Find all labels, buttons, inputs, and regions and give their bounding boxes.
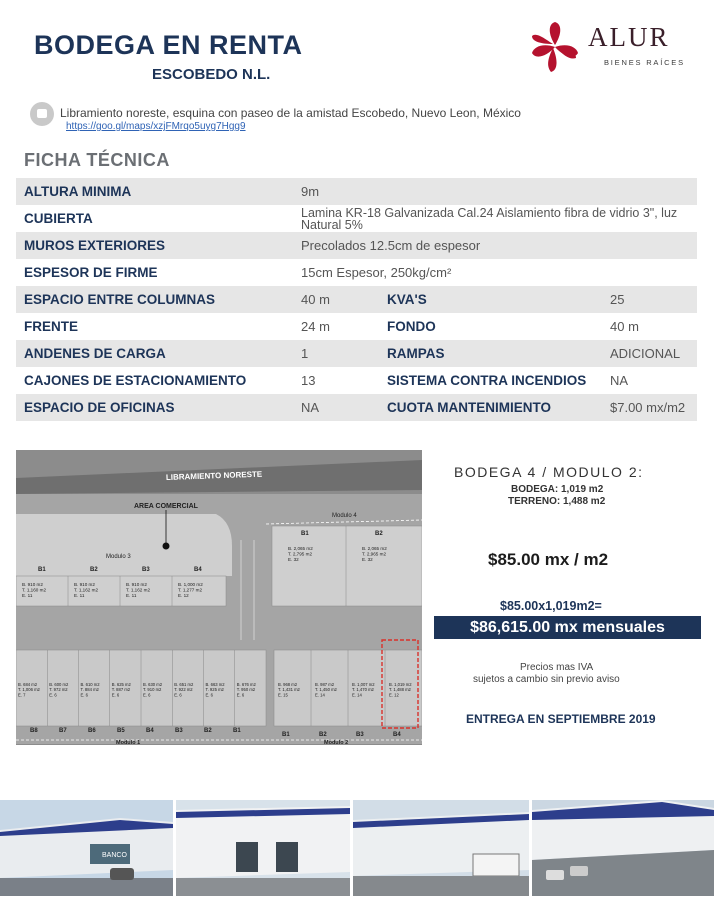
maps-link[interactable]: https://goo.gl/maps/xzjFMrqo5uyg7Hgg9 <box>66 121 246 132</box>
unit-info: E. 6 <box>236 692 245 698</box>
unit-info: E. 15 <box>278 692 288 698</box>
unit-info: E. 11 <box>74 593 85 599</box>
delivery-date: ENTREGA EN SEPTIEMBRE 2019 <box>466 712 656 726</box>
modulo2-label: Modulo 2 <box>324 740 349 745</box>
flower-logo-icon <box>526 18 584 76</box>
unit-info: B. 2,065 m2 <box>288 546 313 551</box>
unit-info: B. 910 m2 <box>74 582 95 587</box>
location-pin-icon <box>30 102 54 126</box>
spec-row-altura <box>16 178 697 205</box>
spec-value: NA <box>610 373 629 388</box>
bodega-label: B1 <box>301 531 309 537</box>
terreno-area: TERRENO: 1,488 m2 <box>508 496 606 507</box>
spec-value: 1 <box>301 346 309 361</box>
page-title: BODEGA EN RENTA <box>34 30 303 60</box>
spec-row-cubierta <box>16 205 697 232</box>
logo-tagline: BIENES RAÍCES <box>604 58 685 67</box>
spec-value: 9m <box>301 184 320 199</box>
unit-info: B. 610 m2 <box>80 682 100 687</box>
spec-label: ANDENES DE CARGA <box>24 346 166 361</box>
bodega-label: B2 <box>90 567 98 573</box>
spec-row-muros <box>16 232 697 259</box>
unit-info: E. 11 <box>126 593 137 599</box>
spec-value: 25 <box>610 292 625 307</box>
unit-info: T. 2,795 m2 <box>288 551 313 557</box>
spec-label: CAJONES DE ESTACIONAMIENTO <box>24 373 247 388</box>
bodega-label: B5 <box>117 728 125 734</box>
spec-label: CUOTA MANTENIMIENTO <box>387 400 551 415</box>
site-plan-drawing <box>16 450 422 745</box>
unit-info: E. 14 <box>315 692 325 698</box>
unit-info: E. 12 <box>178 593 189 599</box>
monthly-total: $86,615.00 mx mensuales <box>434 616 701 639</box>
logo-wordmark: ALUR <box>588 22 670 52</box>
bodega-label: B8 <box>30 728 38 734</box>
price-per-m2: $85.00 mx / m2 <box>488 550 609 569</box>
unit-info: E. 7 <box>18 692 26 698</box>
bodega-area: BODEGA: 1,019 m2 <box>511 484 604 495</box>
unit-info: B. 684 m2 <box>18 682 38 687</box>
spec-label: CUBIERTA <box>24 211 93 226</box>
unit-info: T. 1,162 m2 <box>126 587 151 593</box>
spec-label: ALTURA MINIMA <box>24 184 132 199</box>
warehouse-photo <box>353 800 529 896</box>
unit-info: T. 925 m2 <box>205 687 224 693</box>
unit-info: B. 2,065 m2 <box>362 546 387 551</box>
unit-info: T. 1,162 m2 <box>74 587 99 593</box>
spec-label: RAMPAS <box>387 346 445 361</box>
unit-info: E. 6 <box>174 692 182 698</box>
unit-info: T. 1,470 m2 <box>352 687 374 693</box>
spec-value: Precolados 12.5cm de espesor <box>301 238 481 253</box>
bodega-label: B7 <box>59 728 67 734</box>
spec-row-oficinas <box>16 394 697 421</box>
page-subtitle: ESCOBEDO N.L. <box>152 66 271 83</box>
unit-info: E. 6 <box>111 692 120 698</box>
unit-info: T. 884 m2 <box>80 687 99 693</box>
spec-row-frente <box>16 313 697 340</box>
spec-row-andenes <box>16 340 697 367</box>
alur-logo <box>526 18 706 78</box>
spec-label: SISTEMA CONTRA INCENDIOS <box>387 373 587 388</box>
unit-info: E. 6 <box>80 692 88 698</box>
unit-info: T. 2,965 m2 <box>362 551 387 557</box>
spec-label: ESPESOR DE FIRME <box>24 265 158 280</box>
unit-info: E. 6 <box>205 692 213 698</box>
modulo3-label: Modulo 3 <box>106 554 131 560</box>
road-label: LIBRAMIENTO NORESTE <box>165 469 263 482</box>
photo-strip <box>0 800 714 896</box>
ficha-tecnica-heading: FICHA TÉCNICA <box>24 150 170 170</box>
unit-info: T. 1,006 m2 <box>18 687 40 693</box>
bodega-label: B3 <box>175 728 183 734</box>
spec-value: 24 m <box>301 319 330 334</box>
unit-info: E. 32 <box>362 557 373 563</box>
unit-info: B. 1,000 m2 <box>178 582 203 587</box>
bodega-label: B2 <box>375 531 383 537</box>
warehouse-photo <box>532 800 714 896</box>
unit-info: T. 1,277 m2 <box>178 587 203 593</box>
iva-note: Precios mas IVA <box>520 662 594 673</box>
bank-sign: BANCO <box>102 852 127 859</box>
spec-value: 15cm Espesor, 250kg/cm² <box>301 265 452 280</box>
modulo1-label: Modulo 1 <box>116 740 141 745</box>
unit-info: T. 950 m2 <box>236 687 256 693</box>
unit-info: B. 910 m2 <box>126 582 147 587</box>
spec-label: ESPACIO ENTRE COLUMNAS <box>24 292 216 307</box>
unit-info: E. 14 <box>352 692 362 698</box>
warehouse-photo <box>176 800 350 896</box>
unit-info: B. 630 m2 <box>143 682 163 687</box>
unit-info: T. 910 m2 <box>143 687 162 693</box>
bodega-label: B2 <box>319 732 327 738</box>
spec-value: $7.00 mx/m2 <box>610 400 686 415</box>
spec-value: 13 <box>301 373 316 388</box>
unit-info: T. 922 m2 <box>174 687 193 693</box>
bodega-label: B6 <box>88 728 96 734</box>
unit-info: T. 1,488 m2 <box>389 687 411 693</box>
spec-row-columnas <box>16 286 697 313</box>
bodega-label: B4 <box>393 732 401 738</box>
bodega-heading: BODEGA 4 / MODULO 2: <box>454 464 644 480</box>
spec-value: 40 m <box>610 319 639 334</box>
spec-label: FONDO <box>387 319 436 334</box>
bodega-label: B4 <box>146 728 154 734</box>
unit-info: B. 1,007 m2 <box>352 682 375 687</box>
spec-table <box>16 178 697 421</box>
price-calculation: $85.00x1,019m2= <box>500 599 602 613</box>
unit-info: T. 1,431 m2 <box>278 687 300 693</box>
unit-info: B. 987 m2 <box>315 682 335 687</box>
unit-info: B. 663 m2 <box>205 682 225 687</box>
spec-row-cajones <box>16 367 697 394</box>
unit-info: B. 600 m2 <box>49 682 69 687</box>
modulo4-label: Modulo 4 <box>332 513 357 519</box>
bodega-label: B4 <box>194 567 202 573</box>
unit-info: T. 1,450 m2 <box>315 687 337 693</box>
unit-info: B. 968 m2 <box>278 682 298 687</box>
bodega-label: B1 <box>38 567 46 573</box>
spec-value: ADICIONAL <box>610 346 681 361</box>
spec-label: ESPACIO DE OFICINAS <box>24 400 175 415</box>
spec-row-firme <box>16 259 697 286</box>
unit-info: B. 910 m2 <box>22 582 43 587</box>
unit-info: E. 12 <box>389 692 399 698</box>
spec-value: NA <box>301 400 320 415</box>
unit-info: B. 625 m2 <box>111 682 131 687</box>
iva-note-2: sujetos a cambio sin previo aviso <box>473 674 620 685</box>
address-text: Libramiento noreste, esquina con paseo de la amistad Escobedo, Nuevo Leon, México <box>60 106 521 120</box>
unit-info: E. 6 <box>49 692 57 698</box>
spec-label: MUROS EXTERIORES <box>24 238 166 253</box>
spec-label: FRENTE <box>24 319 78 334</box>
bodega-label: B1 <box>282 732 290 738</box>
unit-info: T. 972 m2 <box>49 687 68 693</box>
spec-value: 40 m <box>301 292 330 307</box>
bodega-label: B1 <box>233 728 241 734</box>
spec-value: Lamina KR-18 Galvanizada Cal.24 Aislamiento fibra de vidrio 3", luz Natural 5% <box>301 206 678 232</box>
unit-info: B. 676 m2 <box>236 682 256 687</box>
warehouse-photo <box>0 800 173 896</box>
unit-info: E. 32 <box>288 557 299 563</box>
unit-info: E. 11 <box>22 593 33 599</box>
site-plan <box>16 450 422 745</box>
unit-info: B. 1,019 m2 <box>389 682 412 687</box>
unit-info: E. 6 <box>143 692 151 698</box>
unit-info: T. 1,160 m2 <box>22 587 47 593</box>
bodega-label: B3 <box>142 567 150 573</box>
bodega-label: B3 <box>356 732 364 738</box>
bodega-label: B2 <box>204 728 212 734</box>
spec-label: KVA'S <box>387 292 427 307</box>
area-comercial-label: AREA COMERCIAL <box>134 503 198 510</box>
unit-info: T. 887 m2 <box>111 687 131 693</box>
unit-info: B. 651 m2 <box>174 682 194 687</box>
